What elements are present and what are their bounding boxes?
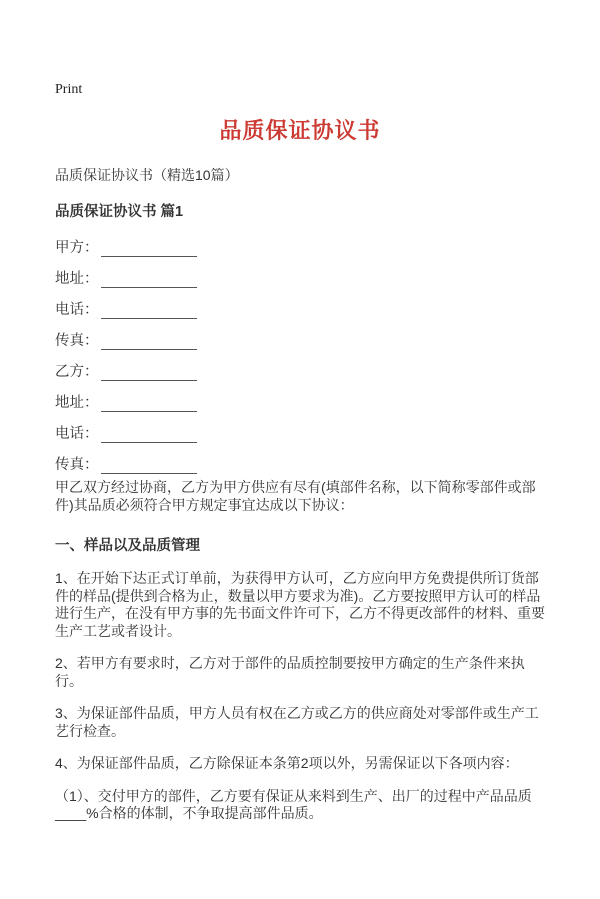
blank-underline <box>101 398 197 412</box>
form-field-label: 传真： <box>55 333 99 349</box>
clause-4: 4、为保证部件品质，乙方除保证本条第2项以外，另需保证以下各项内容： <box>55 755 519 771</box>
section-title: 品质保证协议书 篇1 <box>55 204 184 220</box>
form-field-label: 电话： <box>55 302 99 318</box>
form-field-party-a <box>55 236 545 256</box>
blank-underline <box>101 367 197 381</box>
blank-underline <box>101 429 197 443</box>
blank-underline <box>101 460 197 474</box>
section1-heading: 一、样品以及品质管理 <box>55 538 200 554</box>
form-field-label: 甲方： <box>55 240 99 256</box>
form-field-label: 电话： <box>55 426 99 442</box>
form-field-label: 乙方： <box>55 364 99 380</box>
form-field-phone-b <box>55 422 545 442</box>
blank-underline <box>101 305 197 319</box>
clause-4-sub-1: （1）、交付甲方的部件，乙方要有保证从来料到生产、出厂的过程中产品品质____%合格的体制，不争取提高部件品质。 <box>55 787 532 821</box>
clause-1: 1、在开始下达正式订单前，为获得甲方认可，乙方应向甲方免费提供所订货部件的样品(提供到合格为止，数量以甲方要求为准)。乙方要按照甲方认可的样品进行生产，在没有甲方事的先书面文件许可下，乙方不得更改部件的材料、重要生产工艺或者设计。 <box>55 570 545 639</box>
contract-form <box>55 236 545 473</box>
form-field-fax-a <box>55 329 545 349</box>
clause-2: 2、若甲方有要求时，乙方对于部件的品质控制要按甲方确定的生产条件来执行。 <box>55 655 525 689</box>
blank-underline <box>101 243 197 257</box>
form-field-label: 地址： <box>55 395 99 411</box>
print-button[interactable]: Print <box>55 82 83 97</box>
intro-paragraph: 甲乙双方经过协商，乙方为甲方供应有尽有(填部件名称，以下简称零部件或部件)其品质必须符合甲方规定事宜达成以下协议： <box>55 479 536 513</box>
form-field-fax-b <box>55 453 545 473</box>
form-field-address-a <box>55 267 545 287</box>
form-field-party-b <box>55 360 545 380</box>
form-field-address-b <box>55 391 545 411</box>
form-field-label: 地址： <box>55 271 99 287</box>
document-title: 品质保证协议书 <box>219 118 381 143</box>
form-field-label: 传真： <box>55 457 99 473</box>
document-subtitle: 品质保证协议书（精选10篇） <box>55 167 239 183</box>
blank-underline <box>101 336 197 350</box>
blank-underline <box>101 274 197 288</box>
clause-3: 3、为保证部件品质，甲方人员有权在乙方或乙方的供应商处对零部件或生产工艺行检查。 <box>55 705 539 739</box>
form-field-phone-a <box>55 298 545 318</box>
